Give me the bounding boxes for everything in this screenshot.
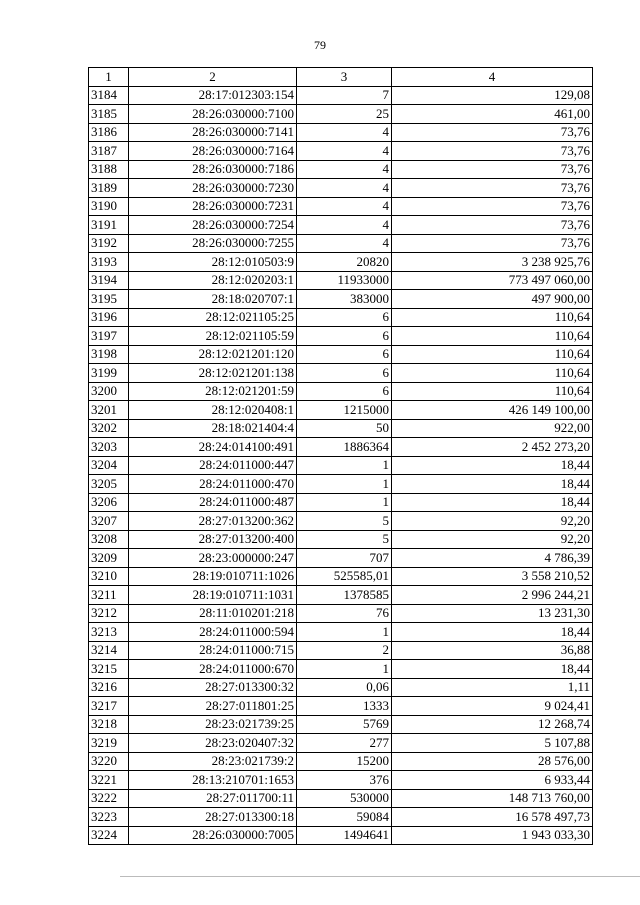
row-number-cell: 3205 [89, 475, 129, 494]
row-number-cell: 3208 [89, 530, 129, 549]
cadastral-number-cell: 28:12:021201:138 [129, 364, 297, 383]
cadastral-number-cell: 28:27:013200:400 [129, 530, 297, 549]
column-header-3: 3 [297, 68, 392, 87]
value-cell: 6 933,44 [392, 771, 593, 790]
row-number-cell: 3223 [89, 808, 129, 827]
row-number-cell: 3190 [89, 197, 129, 216]
cadastral-number-cell: 28:26:030000:7141 [129, 123, 297, 142]
cadastral-number-cell: 28:26:030000:7100 [129, 105, 297, 124]
value-cell: 92,20 [392, 530, 593, 549]
area-cell: 707 [297, 549, 392, 568]
cadastral-number-cell: 28:27:013200:362 [129, 512, 297, 531]
value-cell: 773 497 060,00 [392, 271, 593, 290]
row-number-cell: 3224 [89, 826, 129, 845]
value-cell: 2 996 244,21 [392, 586, 593, 605]
cadastral-number-cell: 28:26:030000:7186 [129, 160, 297, 179]
value-cell: 4 786,39 [392, 549, 593, 568]
area-cell: 4 [297, 123, 392, 142]
row-number-cell: 3213 [89, 623, 129, 642]
value-cell: 148 713 760,00 [392, 789, 593, 808]
cadastral-number-cell: 28:24:014100:491 [129, 438, 297, 457]
row-number-cell: 3202 [89, 419, 129, 438]
value-cell: 3 238 925,76 [392, 253, 593, 272]
cadastral-number-cell: 28:13:210701:1653 [129, 771, 297, 790]
cadastral-number-cell: 28:12:021105:59 [129, 327, 297, 346]
value-cell: 18,44 [392, 493, 593, 512]
scan-edge-line [120, 876, 640, 877]
cadastral-number-cell: 28:11:010201:218 [129, 604, 297, 623]
table-row [89, 253, 593, 272]
table-row [89, 456, 593, 475]
value-cell: 92,20 [392, 512, 593, 531]
cadastral-number-cell: 28:27:013300:32 [129, 678, 297, 697]
value-cell: 28 576,00 [392, 752, 593, 771]
area-cell: 6 [297, 382, 392, 401]
column-header-2: 2 [129, 68, 297, 87]
table-row [89, 197, 593, 216]
value-cell: 13 231,30 [392, 604, 593, 623]
area-cell: 5769 [297, 715, 392, 734]
table-row [89, 826, 593, 845]
value-cell: 18,44 [392, 660, 593, 679]
value-cell: 110,64 [392, 327, 593, 346]
cadastral-number-cell: 28:26:030000:7005 [129, 826, 297, 845]
value-cell: 36,88 [392, 641, 593, 660]
area-cell: 6 [297, 345, 392, 364]
row-number-cell: 3192 [89, 234, 129, 253]
cadastral-number-cell: 28:23:020407:32 [129, 734, 297, 753]
value-cell: 73,76 [392, 160, 593, 179]
cadastral-number-cell: 28:19:010711:1031 [129, 586, 297, 605]
value-cell: 5 107,88 [392, 734, 593, 753]
value-cell: 129,08 [392, 86, 593, 105]
row-number-cell: 3222 [89, 789, 129, 808]
area-cell: 0,06 [297, 678, 392, 697]
area-cell: 15200 [297, 752, 392, 771]
table-row [89, 715, 593, 734]
value-cell: 9 024,41 [392, 697, 593, 716]
table-row [89, 586, 593, 605]
table-row [89, 105, 593, 124]
area-cell: 7 [297, 86, 392, 105]
area-cell: 25 [297, 105, 392, 124]
table-row [89, 327, 593, 346]
area-cell: 6 [297, 308, 392, 327]
value-cell: 73,76 [392, 197, 593, 216]
table-header [89, 68, 593, 87]
row-number-cell: 3196 [89, 308, 129, 327]
area-cell: 1 [297, 660, 392, 679]
row-number-cell: 3215 [89, 660, 129, 679]
cadastral-number-cell: 28:12:021201:59 [129, 382, 297, 401]
cadastral-number-cell: 28:26:030000:7164 [129, 142, 297, 161]
table-row [89, 364, 593, 383]
cadastral-number-cell: 28:24:011000:487 [129, 493, 297, 512]
area-cell: 1 [297, 475, 392, 494]
row-number-cell: 3185 [89, 105, 129, 124]
area-cell: 1 [297, 493, 392, 512]
cadastral-number-cell: 28:12:021105:25 [129, 308, 297, 327]
value-cell: 426 149 100,00 [392, 401, 593, 420]
area-cell: 1 [297, 456, 392, 475]
row-number-cell: 3206 [89, 493, 129, 512]
table-row [89, 771, 593, 790]
cadastral-number-cell: 28:27:011700:11 [129, 789, 297, 808]
table-row [89, 567, 593, 586]
cadastral-number-cell: 28:27:011801:25 [129, 697, 297, 716]
table-row [89, 660, 593, 679]
row-number-cell: 3201 [89, 401, 129, 420]
value-cell: 922,00 [392, 419, 593, 438]
value-cell: 12 268,74 [392, 715, 593, 734]
row-number-cell: 3212 [89, 604, 129, 623]
cadastral-number-cell: 28:24:011000:594 [129, 623, 297, 642]
column-header-1: 1 [89, 68, 129, 87]
cadastral-number-cell: 28:26:030000:7230 [129, 179, 297, 198]
row-number-cell: 3220 [89, 752, 129, 771]
value-cell: 18,44 [392, 456, 593, 475]
table-row [89, 734, 593, 753]
column-header-4: 4 [392, 68, 593, 87]
value-cell: 461,00 [392, 105, 593, 124]
area-cell: 5 [297, 530, 392, 549]
value-cell: 1 943 033,30 [392, 826, 593, 845]
table-row [89, 345, 593, 364]
area-cell: 1378585 [297, 586, 392, 605]
cadastral-number-cell: 28:26:030000:7255 [129, 234, 297, 253]
area-cell: 4 [297, 234, 392, 253]
value-cell: 497 900,00 [392, 290, 593, 309]
cadastral-number-cell: 28:24:011000:670 [129, 660, 297, 679]
value-cell: 73,76 [392, 234, 593, 253]
row-number-cell: 3184 [89, 86, 129, 105]
area-cell: 376 [297, 771, 392, 790]
value-cell: 110,64 [392, 382, 593, 401]
cadastral-number-cell: 28:17:012303:154 [129, 86, 297, 105]
value-cell: 110,64 [392, 345, 593, 364]
table-row [89, 604, 593, 623]
table-row [89, 438, 593, 457]
row-number-cell: 3198 [89, 345, 129, 364]
row-number-cell: 3217 [89, 697, 129, 716]
cadastral-number-cell: 28:23:000000:247 [129, 549, 297, 568]
table-row [89, 234, 593, 253]
table-row [89, 493, 593, 512]
area-cell: 4 [297, 179, 392, 198]
page-number: 79 [314, 38, 326, 52]
row-number-cell: 3187 [89, 142, 129, 161]
value-cell: 18,44 [392, 475, 593, 494]
table-row [89, 86, 593, 105]
area-cell: 6 [297, 364, 392, 383]
table-row [89, 752, 593, 771]
row-number-cell: 3219 [89, 734, 129, 753]
area-cell: 59084 [297, 808, 392, 827]
row-number-cell: 3204 [89, 456, 129, 475]
row-number-cell: 3210 [89, 567, 129, 586]
row-number-cell: 3209 [89, 549, 129, 568]
value-cell: 73,76 [392, 179, 593, 198]
area-cell: 11933000 [297, 271, 392, 290]
cadastral-number-cell: 28:26:030000:7254 [129, 216, 297, 235]
cadastral-number-cell: 28:23:021739:25 [129, 715, 297, 734]
table-row [89, 419, 593, 438]
cadastral-number-cell: 28:24:011000:447 [129, 456, 297, 475]
value-cell: 73,76 [392, 142, 593, 161]
table-row [89, 382, 593, 401]
value-cell: 110,64 [392, 364, 593, 383]
table-row [89, 641, 593, 660]
row-number-cell: 3199 [89, 364, 129, 383]
area-cell: 1 [297, 623, 392, 642]
area-cell: 277 [297, 734, 392, 753]
row-number-cell: 3191 [89, 216, 129, 235]
table-row [89, 549, 593, 568]
area-cell: 4 [297, 216, 392, 235]
table-row [89, 475, 593, 494]
value-cell: 73,76 [392, 123, 593, 142]
cadastral-number-cell: 28:18:020707:1 [129, 290, 297, 309]
area-cell: 2 [297, 641, 392, 660]
row-number-cell: 3221 [89, 771, 129, 790]
area-cell: 76 [297, 604, 392, 623]
cadastral-number-cell: 28:12:021201:120 [129, 345, 297, 364]
row-number-cell: 3203 [89, 438, 129, 457]
value-cell: 2 452 273,20 [392, 438, 593, 457]
area-cell: 4 [297, 197, 392, 216]
table-row [89, 271, 593, 290]
row-number-cell: 3186 [89, 123, 129, 142]
table-row [89, 179, 593, 198]
row-number-cell: 3197 [89, 327, 129, 346]
cadastral-number-cell: 28:26:030000:7231 [129, 197, 297, 216]
area-cell: 4 [297, 142, 392, 161]
table-row [89, 290, 593, 309]
cadastral-number-cell: 28:12:010503:9 [129, 253, 297, 272]
table-row [89, 789, 593, 808]
area-cell: 1886364 [297, 438, 392, 457]
cadastral-number-cell: 28:12:020203:1 [129, 271, 297, 290]
value-cell: 1,11 [392, 678, 593, 697]
value-cell: 110,64 [392, 308, 593, 327]
value-cell: 3 558 210,52 [392, 567, 593, 586]
row-number-cell: 3189 [89, 179, 129, 198]
table-row [89, 142, 593, 161]
row-number-cell: 3211 [89, 586, 129, 605]
row-number-cell: 3193 [89, 253, 129, 272]
table-row [89, 678, 593, 697]
area-cell: 50 [297, 419, 392, 438]
area-cell: 6 [297, 327, 392, 346]
header-row [89, 68, 593, 87]
area-cell: 525585,01 [297, 567, 392, 586]
area-cell: 4 [297, 160, 392, 179]
table-row [89, 808, 593, 827]
table-row [89, 160, 593, 179]
table-row [89, 216, 593, 235]
cadastral-number-cell: 28:19:010711:1026 [129, 567, 297, 586]
area-cell: 1333 [297, 697, 392, 716]
cadastral-number-cell: 28:23:021739:2 [129, 752, 297, 771]
row-number-cell: 3195 [89, 290, 129, 309]
area-cell: 1215000 [297, 401, 392, 420]
cadastral-number-cell: 28:27:013300:18 [129, 808, 297, 827]
area-cell: 1494641 [297, 826, 392, 845]
row-number-cell: 3216 [89, 678, 129, 697]
row-number-cell: 3188 [89, 160, 129, 179]
table-row [89, 623, 593, 642]
area-cell: 530000 [297, 789, 392, 808]
table-row [89, 512, 593, 531]
value-cell: 73,76 [392, 216, 593, 235]
cadastral-table [88, 67, 593, 845]
table-row [89, 697, 593, 716]
value-cell: 16 578 497,73 [392, 808, 593, 827]
cadastral-number-cell: 28:24:011000:470 [129, 475, 297, 494]
area-cell: 5 [297, 512, 392, 531]
table-row [89, 530, 593, 549]
row-number-cell: 3214 [89, 641, 129, 660]
table-row [89, 123, 593, 142]
cadastral-number-cell: 28:12:020408:1 [129, 401, 297, 420]
table-row [89, 308, 593, 327]
area-cell: 20820 [297, 253, 392, 272]
cadastral-number-cell: 28:24:011000:715 [129, 641, 297, 660]
row-number-cell: 3218 [89, 715, 129, 734]
table-row [89, 401, 593, 420]
row-number-cell: 3207 [89, 512, 129, 531]
area-cell: 383000 [297, 290, 392, 309]
row-number-cell: 3200 [89, 382, 129, 401]
table-body [89, 86, 593, 845]
row-number-cell: 3194 [89, 271, 129, 290]
cadastral-number-cell: 28:18:021404:4 [129, 419, 297, 438]
value-cell: 18,44 [392, 623, 593, 642]
